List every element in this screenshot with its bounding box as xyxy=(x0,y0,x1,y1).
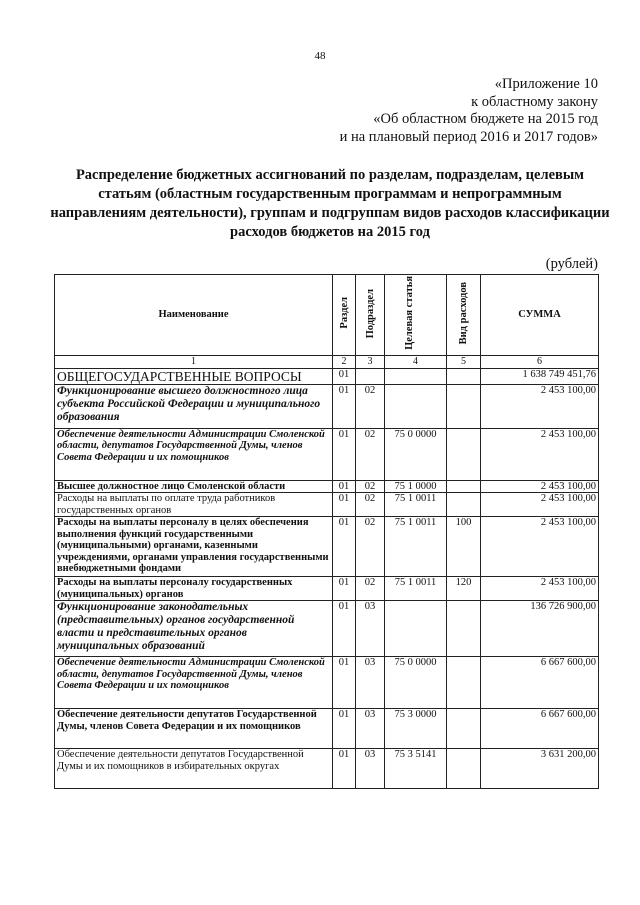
row-type xyxy=(447,601,481,657)
row-section: 01 xyxy=(333,749,356,789)
row-section: 01 xyxy=(333,601,356,657)
row-type xyxy=(447,493,481,517)
row-type xyxy=(447,384,481,428)
row-sum: 6 667 600,00 xyxy=(481,657,599,709)
row-section: 01 xyxy=(333,428,356,480)
row-subsection: 02 xyxy=(356,493,385,517)
row-name: Расходы на выплаты по оплате труда работников государственных органов xyxy=(55,493,333,517)
row-section: 01 xyxy=(333,368,356,384)
row-sum: 6 667 600,00 xyxy=(481,709,599,749)
row-section: 01 xyxy=(333,517,356,577)
row-name: Высшее должностное лицо Смоленской области xyxy=(55,480,333,493)
row-target: 75 0 0000 xyxy=(385,657,447,709)
row-target xyxy=(385,368,447,384)
header-sum: СУММА xyxy=(481,275,599,356)
header-expense-type-label: Вид расходов xyxy=(458,282,469,345)
row-subsection: 02 xyxy=(356,517,385,577)
header-target xyxy=(385,275,447,356)
row-sum: 2 453 100,00 xyxy=(481,384,599,428)
row-sum: 1 638 749 451,76 xyxy=(481,368,599,384)
column-number: 2 xyxy=(333,356,356,369)
row-sum: 136 726 900,00 xyxy=(481,601,599,657)
row-type xyxy=(447,749,481,789)
row-target xyxy=(385,601,447,657)
row-type xyxy=(447,480,481,493)
row-target: 75 3 5141 xyxy=(385,749,447,789)
header-expense-type xyxy=(447,275,481,356)
row-name: Расходы на выплаты персоналу государственных (муниципальных) органов xyxy=(55,577,333,601)
row-name: ОБЩЕГОСУДАРСТВЕННЫЕ ВОПРОСЫ xyxy=(55,368,333,384)
row-section: 01 xyxy=(333,493,356,517)
table-row xyxy=(55,368,599,384)
row-name: Обеспечение деятельности депутатов Государственной Думы и их помощников в избирательных округах xyxy=(55,749,333,789)
table-row xyxy=(55,709,599,749)
row-section: 01 xyxy=(333,480,356,493)
row-type xyxy=(447,657,481,709)
row-section: 01 xyxy=(333,384,356,428)
appendix-header xyxy=(340,76,598,146)
row-target: 75 1 0000 xyxy=(385,480,447,493)
table-row xyxy=(55,517,599,577)
row-subsection: 02 xyxy=(356,480,385,493)
header-section xyxy=(333,275,356,356)
appendix-line-1: «Приложение 10 xyxy=(494,76,598,92)
row-sum: 2 453 100,00 xyxy=(481,428,599,480)
row-sum: 3 631 200,00 xyxy=(481,749,599,789)
row-target: 75 1 0011 xyxy=(385,493,447,517)
row-type xyxy=(447,368,481,384)
appendix-line-3: «Об областном бюджете на 2015 год xyxy=(373,111,598,127)
table-row xyxy=(55,428,599,480)
row-sum: 2 453 100,00 xyxy=(481,577,599,601)
header-target-label: Целевая статья xyxy=(403,276,415,351)
document-title: Распределение бюджетных ассигнований по разделам, подразделам, целевым статьям (областным государственным программам и непрограммным направлениям деятельности), группам и подгруппам видов расходов классификации расходов бюджетов на 2015 год xyxy=(50,167,610,240)
table-row xyxy=(55,480,599,493)
column-number-row xyxy=(55,356,599,369)
row-section: 01 xyxy=(333,577,356,601)
column-number: 5 xyxy=(447,356,481,369)
appendix-line-4: и на плановый период 2016 и 2017 годов» xyxy=(339,128,598,145)
header-subsection xyxy=(356,275,385,356)
table-header-row xyxy=(55,275,599,356)
row-subsection: 03 xyxy=(356,749,385,789)
table-row xyxy=(55,749,599,789)
row-subsection xyxy=(356,368,385,384)
row-name: Функционирование законодательных (представительных) органов государственной власти и представительных органов муниципальных образований xyxy=(55,601,333,657)
table-row xyxy=(55,384,599,428)
column-number: 6 xyxy=(481,356,599,369)
row-name: Обеспечение деятельности депутатов Государственной Думы, членов Совета Федерации и их помощников xyxy=(55,709,333,749)
row-name: Расходы на выплаты персоналу в целях обеспечения выполнения функций государственными (муниципальными) органами, казенными учреждениями, органами управления государственными внебюджетными фондами xyxy=(55,517,333,577)
table-row xyxy=(55,657,599,709)
row-subsection: 02 xyxy=(356,577,385,601)
appendix-line-2: к областному закону xyxy=(471,93,598,110)
row-name: Обеспечение деятельности Администрации Смоленской области, депутатов Государственной Думы, членов Совета Федерации и их помощников xyxy=(55,428,333,480)
row-section: 01 xyxy=(333,657,356,709)
row-subsection: 03 xyxy=(356,709,385,749)
row-type xyxy=(447,428,481,480)
row-name: Обеспечение деятельности Администрации Смоленской области, депутатов Государственной Думы, членов Совета Федерации и их помощников xyxy=(55,657,333,709)
table-row xyxy=(55,493,599,517)
header-subsection-label: Подраздел xyxy=(364,288,376,338)
row-type: 120 xyxy=(447,577,481,601)
page-number: 48 xyxy=(314,50,326,62)
row-type: 100 xyxy=(447,517,481,577)
table-row xyxy=(55,601,599,657)
row-name: Функционирование высшего должностного лица субъекта Российской Федерации и муниципального образования xyxy=(55,384,333,428)
row-section: 01 xyxy=(333,709,356,749)
row-subsection: 03 xyxy=(356,657,385,709)
header-name: Наименование xyxy=(55,275,333,356)
row-subsection: 03 xyxy=(356,601,385,657)
row-target: 75 1 0011 xyxy=(385,577,447,601)
row-target: 75 3 0000 xyxy=(385,709,447,749)
row-target: 75 0 0000 xyxy=(385,428,447,480)
row-sum: 2 453 100,00 xyxy=(481,493,599,517)
table-row xyxy=(55,577,599,601)
header-section-label: Раздел xyxy=(338,297,350,330)
column-number: 1 xyxy=(55,356,333,369)
row-subsection: 02 xyxy=(356,428,385,480)
row-target: 75 1 0011 xyxy=(385,517,447,577)
row-type xyxy=(447,709,481,749)
column-number: 4 xyxy=(385,356,447,369)
column-number: 3 xyxy=(356,356,385,369)
row-sum: 2 453 100,00 xyxy=(481,480,599,493)
row-subsection: 02 xyxy=(356,384,385,428)
units-label: (рублей) xyxy=(545,256,598,272)
row-sum: 2 453 100,00 xyxy=(481,517,599,577)
budget-table xyxy=(54,274,599,789)
row-target xyxy=(385,384,447,428)
